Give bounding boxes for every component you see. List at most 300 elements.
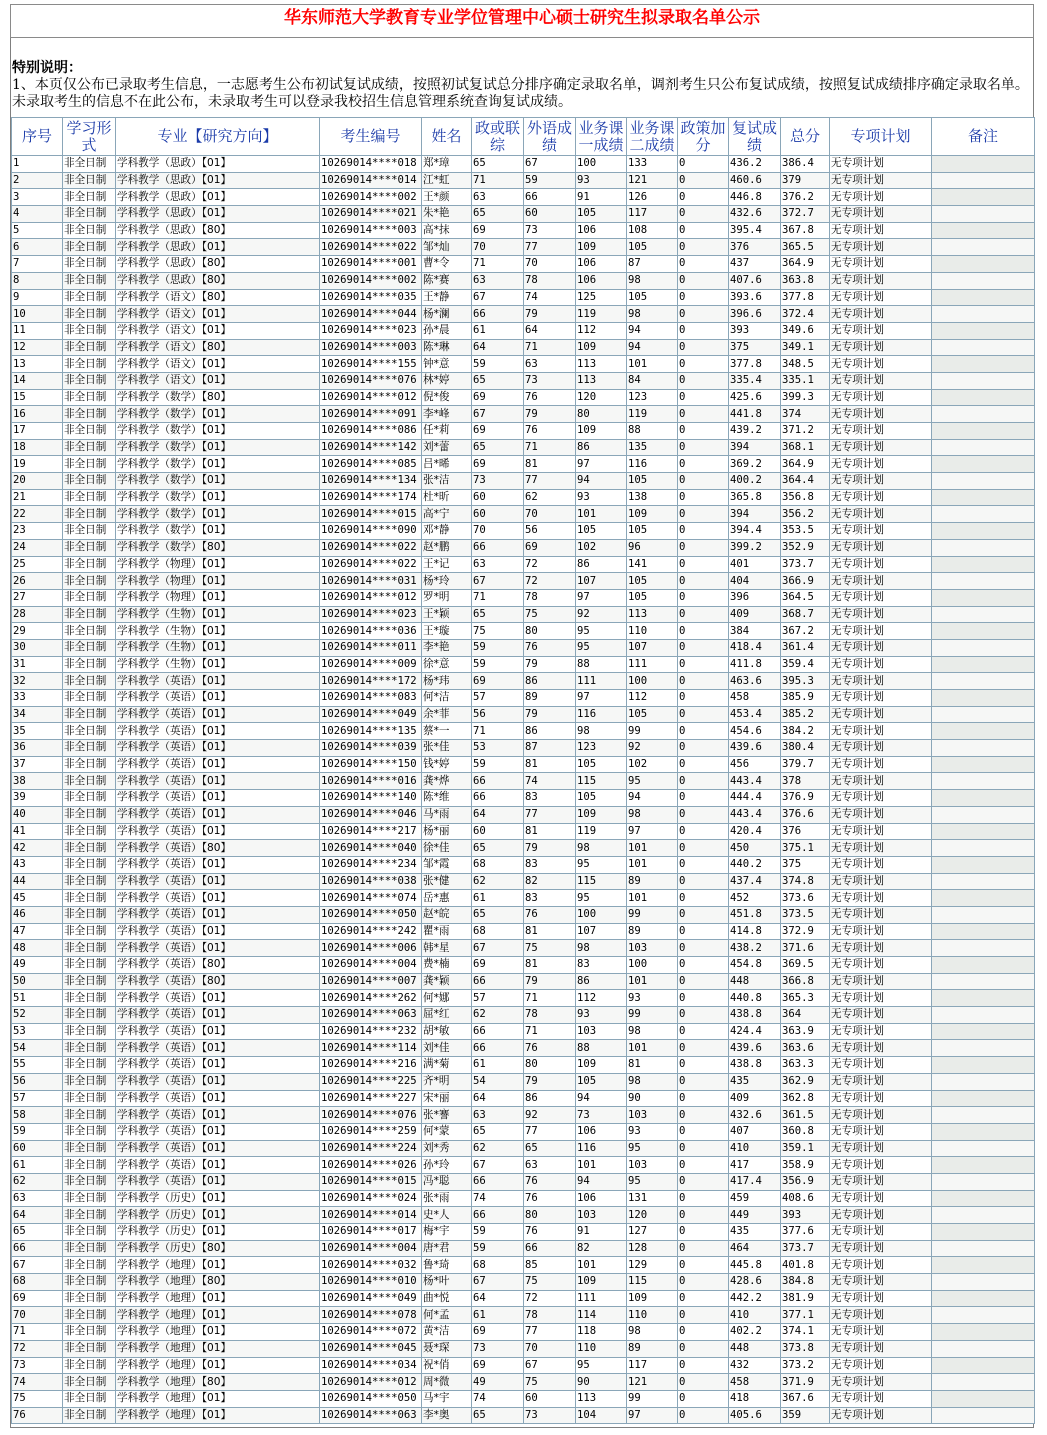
table-cell: 张*洁 <box>422 473 472 490</box>
table-cell: 79 <box>524 656 576 673</box>
table-cell: 学科教学（语文）【80】 <box>116 339 320 356</box>
table-cell: 105 <box>576 206 627 223</box>
table-cell: 无专项计划 <box>830 322 932 339</box>
table-cell: 学科教学（数学）【01】 <box>116 423 320 440</box>
remark-cell <box>932 773 1035 790</box>
table-cell: 364.5 <box>781 589 830 606</box>
table-cell: 102 <box>627 756 678 773</box>
table-cell: 335.4 <box>729 372 781 389</box>
table-cell: 101 <box>627 890 678 907</box>
table-cell: 74 <box>524 289 576 306</box>
table-cell: 64 <box>472 1090 524 1107</box>
table-cell: 109 <box>576 1057 627 1074</box>
table-cell: 杨*丽 <box>422 823 472 840</box>
table-cell: 学科教学（数学）【01】 <box>116 473 320 490</box>
table-cell: 71 <box>472 172 524 189</box>
table-cell: 454.8 <box>729 957 781 974</box>
table-cell: 65 <box>472 1407 524 1424</box>
table-cell: 非全日制 <box>63 973 116 990</box>
table-cell: 0 <box>678 573 729 590</box>
table-cell: 348.5 <box>781 356 830 373</box>
table-row <box>12 156 1035 173</box>
remark-cell <box>932 473 1035 490</box>
table-row <box>12 690 1035 707</box>
table-cell: 98 <box>627 1023 678 1040</box>
table-cell: 79 <box>524 306 576 323</box>
table-cell: 400.2 <box>729 473 781 490</box>
table-cell: 51 <box>12 990 63 1007</box>
table-cell: 75 <box>524 1374 576 1391</box>
table-cell: 60 <box>524 1390 576 1407</box>
table-cell: 唐*君 <box>422 1240 472 1257</box>
table-cell: 何*孟 <box>422 1307 472 1324</box>
table-row <box>12 1307 1035 1324</box>
table-cell: 0 <box>678 1107 729 1124</box>
col-header: 总分 <box>781 118 830 156</box>
table-cell: 98 <box>627 1073 678 1090</box>
table-cell: 59 <box>472 356 524 373</box>
table-cell: 学科教学（历史）【01】 <box>116 1224 320 1241</box>
table-row <box>12 656 1035 673</box>
table-cell: 437 <box>729 256 781 273</box>
table-cell: 117 <box>627 1357 678 1374</box>
table-cell: 无专项计划 <box>830 606 932 623</box>
table-cell: 105 <box>627 573 678 590</box>
table-cell: 72 <box>524 573 576 590</box>
table-cell: 380.4 <box>781 740 830 757</box>
table-cell: 367.2 <box>781 623 830 640</box>
table-cell: 376.6 <box>781 806 830 823</box>
table-cell: 64 <box>472 806 524 823</box>
table-cell: 71 <box>524 1023 576 1040</box>
table-cell: 77 <box>524 473 576 490</box>
table-cell: 无专项计划 <box>830 973 932 990</box>
table-cell: 学科教学（语文）【80】 <box>116 289 320 306</box>
remark-cell <box>932 1073 1035 1090</box>
table-cell: 14 <box>12 372 63 389</box>
table-cell: 张*健 <box>422 873 472 890</box>
table-cell: 15 <box>12 389 63 406</box>
col-header: 政或联综 <box>472 118 524 156</box>
table-cell: 聂*琛 <box>422 1340 472 1357</box>
table-cell: 113 <box>627 606 678 623</box>
table-row <box>12 1340 1035 1357</box>
table-cell: 0 <box>678 840 729 857</box>
table-cell: 375.1 <box>781 840 830 857</box>
table-cell: 113 <box>576 372 627 389</box>
table-row <box>12 406 1035 423</box>
table-cell: 何*蒙 <box>422 1123 472 1140</box>
table-cell: 82 <box>524 873 576 890</box>
table-cell: 0 <box>678 890 729 907</box>
table-cell: 105 <box>627 473 678 490</box>
table-cell: 104 <box>576 1407 627 1424</box>
table-row <box>12 1173 1035 1190</box>
table-row <box>12 1157 1035 1174</box>
table-cell: 79 <box>524 706 576 723</box>
table-cell: 鲁*琦 <box>422 1257 472 1274</box>
table-cell: 63 <box>12 1190 63 1207</box>
table-cell: 377.1 <box>781 1307 830 1324</box>
table-cell: 10269014****049 <box>320 1290 422 1307</box>
table-cell: 学科教学（地理）【01】 <box>116 1290 320 1307</box>
col-header: 备注 <box>932 118 1035 156</box>
table-cell: 378 <box>781 773 830 790</box>
table-cell: 学科教学（英语）【01】 <box>116 790 320 807</box>
table-cell: 432 <box>729 1357 781 1374</box>
table-cell: 454.6 <box>729 723 781 740</box>
table-cell: 学科教学（英语）【01】 <box>116 1090 320 1107</box>
table-cell: 365.8 <box>729 489 781 506</box>
table-cell: 非全日制 <box>63 1240 116 1257</box>
table-cell: 10269014****074 <box>320 890 422 907</box>
table-cell: 学科教学（语文）【01】 <box>116 322 320 339</box>
table-row <box>12 506 1035 523</box>
table-cell: 450 <box>729 840 781 857</box>
table-cell: 0 <box>678 823 729 840</box>
table-cell: 无专项计划 <box>830 957 932 974</box>
table-cell: 123 <box>627 389 678 406</box>
table-cell: 68 <box>472 923 524 940</box>
table-cell: 0 <box>678 256 729 273</box>
table-cell: 陈*赛 <box>422 272 472 289</box>
table-cell: 69 <box>472 957 524 974</box>
table-cell: 83 <box>524 890 576 907</box>
table-row <box>12 372 1035 389</box>
remark-cell <box>932 539 1035 556</box>
table-cell: 435 <box>729 1073 781 1090</box>
table-cell: 376.9 <box>781 790 830 807</box>
table-cell: 10269014****012 <box>320 1374 422 1391</box>
table-cell: 10269014****014 <box>320 172 422 189</box>
table-cell: 学科教学（数学）【80】 <box>116 539 320 556</box>
table-cell: 无专项计划 <box>830 1073 932 1090</box>
table-cell: 91 <box>576 1224 627 1241</box>
table-cell: 93 <box>576 489 627 506</box>
table-cell: 无专项计划 <box>830 1357 932 1374</box>
table-cell: 54 <box>472 1073 524 1090</box>
table-cell: 0 <box>678 1123 729 1140</box>
col-header: 政策加分 <box>678 118 729 156</box>
table-cell: 孙*晨 <box>422 322 472 339</box>
table-cell: 129 <box>627 1257 678 1274</box>
table-row <box>12 573 1035 590</box>
table-row <box>12 1274 1035 1291</box>
table-cell: 10269014****150 <box>320 756 422 773</box>
table-cell: 10269014****155 <box>320 356 422 373</box>
table-cell: 109 <box>627 1290 678 1307</box>
table-cell: 10269014****022 <box>320 539 422 556</box>
table-cell: 81 <box>524 823 576 840</box>
table-cell: 黄*洁 <box>422 1324 472 1341</box>
table-cell: 0 <box>678 523 729 540</box>
table-cell: 99 <box>627 1390 678 1407</box>
table-cell: 10269014****012 <box>320 389 422 406</box>
remark-cell <box>932 423 1035 440</box>
table-cell: 67 <box>472 573 524 590</box>
table-row <box>12 1324 1035 1341</box>
table-cell: 119 <box>576 306 627 323</box>
table-cell: 无专项计划 <box>830 1257 932 1274</box>
table-cell: 10269014****242 <box>320 923 422 940</box>
table-cell: 0 <box>678 606 729 623</box>
table-row <box>12 206 1035 223</box>
table-cell: 86 <box>576 973 627 990</box>
table-cell: 109 <box>627 506 678 523</box>
table-cell: 100 <box>627 957 678 974</box>
table-cell: 非全日制 <box>63 723 116 740</box>
table-cell: 409 <box>729 1090 781 1107</box>
table-cell: 69 <box>472 423 524 440</box>
table-cell: 385.2 <box>781 706 830 723</box>
remark-cell <box>932 656 1035 673</box>
table-cell: 高*宁 <box>422 506 472 523</box>
table-cell: 学科教学（地理）【01】 <box>116 1324 320 1341</box>
table-cell: 133 <box>627 156 678 173</box>
table-cell: 65 <box>472 156 524 173</box>
table-cell: 90 <box>576 1374 627 1391</box>
table-cell: 10 <box>12 306 63 323</box>
table-cell: 35 <box>12 723 63 740</box>
remark-cell <box>932 389 1035 406</box>
table-cell: 非全日制 <box>63 456 116 473</box>
table-cell: 379 <box>781 172 830 189</box>
table-cell: 非全日制 <box>63 423 116 440</box>
table-cell: 0 <box>678 923 729 940</box>
table-cell: 373.6 <box>781 890 830 907</box>
table-cell: 非全日制 <box>63 1207 116 1224</box>
table-cell: 126 <box>627 189 678 206</box>
admission-table <box>11 117 1035 1424</box>
table-cell: 116 <box>627 456 678 473</box>
table-cell: 10269014****004 <box>320 1240 422 1257</box>
table-cell: 何*娜 <box>422 990 472 1007</box>
table-cell: 401 <box>729 556 781 573</box>
table-cell: 10269014****018 <box>320 156 422 173</box>
remark-cell <box>932 1157 1035 1174</box>
table-cell: 411.8 <box>729 656 781 673</box>
table-cell: 无专项计划 <box>830 1007 932 1024</box>
table-cell: 学科教学（英语）【01】 <box>116 1040 320 1057</box>
table-cell: 85 <box>524 1257 576 1274</box>
remark-cell <box>932 1107 1035 1124</box>
table-cell: 76 <box>524 389 576 406</box>
table-cell: 364.9 <box>781 456 830 473</box>
table-row <box>12 706 1035 723</box>
table-cell: 王*颜 <box>422 189 472 206</box>
table-cell: 0 <box>678 406 729 423</box>
table-cell: 56 <box>524 523 576 540</box>
table-cell: 学科教学（数学）【01】 <box>116 489 320 506</box>
table-cell: 学科教学（英语）【01】 <box>116 706 320 723</box>
table-body <box>12 156 1035 1424</box>
table-cell: 10269014****091 <box>320 406 422 423</box>
table-cell: 王*记 <box>422 556 472 573</box>
table-cell: 非全日制 <box>63 506 116 523</box>
table-cell: 402.2 <box>729 1324 781 1341</box>
remark-cell <box>932 756 1035 773</box>
table-row <box>12 906 1035 923</box>
table-cell: 361.5 <box>781 1107 830 1124</box>
col-header: 学习形式 <box>63 118 116 156</box>
table-row <box>12 189 1035 206</box>
remark-cell <box>932 906 1035 923</box>
remark-cell <box>932 1023 1035 1040</box>
table-cell: 110 <box>627 623 678 640</box>
table-cell: 学科教学（物理）【01】 <box>116 556 320 573</box>
table-cell: 非全日制 <box>63 1307 116 1324</box>
table-cell: 97 <box>627 823 678 840</box>
table-cell: 学科教学（英语）【01】 <box>116 990 320 1007</box>
table-cell: 66 <box>472 773 524 790</box>
table-cell: 10269014****023 <box>320 606 422 623</box>
table-cell: 95 <box>576 856 627 873</box>
table-cell: 103 <box>627 1157 678 1174</box>
table-cell: 11 <box>12 322 63 339</box>
table-cell: 439.2 <box>729 423 781 440</box>
table-cell: 无专项计划 <box>830 506 932 523</box>
table-cell: 无专项计划 <box>830 489 932 506</box>
table-cell: 学科教学（英语）【01】 <box>116 1073 320 1090</box>
table-cell: 无专项计划 <box>830 272 932 289</box>
table-row <box>12 606 1035 623</box>
table-cell: 非全日制 <box>63 957 116 974</box>
table-cell: 88 <box>627 423 678 440</box>
table-cell: 97 <box>576 456 627 473</box>
table-cell: 67 <box>472 289 524 306</box>
table-cell: 48 <box>12 940 63 957</box>
table-cell: 无专项计划 <box>830 239 932 256</box>
table-cell: 417 <box>729 1157 781 1174</box>
table-cell: 0 <box>678 439 729 456</box>
table-cell: 2 <box>12 172 63 189</box>
remark-cell <box>932 639 1035 656</box>
table-cell: 106 <box>576 1123 627 1140</box>
table-cell: 10269014****234 <box>320 856 422 873</box>
remark-cell <box>932 973 1035 990</box>
remark-cell <box>932 372 1035 389</box>
table-cell: 1 <box>12 156 63 173</box>
table-cell: 109 <box>576 423 627 440</box>
table-cell: 89 <box>627 923 678 940</box>
table-cell: 377.8 <box>729 356 781 373</box>
table-cell: 赵*鹏 <box>422 539 472 556</box>
table-cell: 非全日制 <box>63 356 116 373</box>
table-cell: 无专项计划 <box>830 806 932 823</box>
table-cell: 68 <box>472 1257 524 1274</box>
table-cell: 无专项计划 <box>830 456 932 473</box>
table-cell: 学科教学（思政）【01】 <box>116 189 320 206</box>
table-cell: 63 <box>472 556 524 573</box>
table-cell: 非全日制 <box>63 656 116 673</box>
table-cell: 学科教学（地理）【80】 <box>116 1274 320 1291</box>
table-cell: 赵*皖 <box>422 906 472 923</box>
table-cell: 学科教学（英语）【01】 <box>116 690 320 707</box>
table-cell: 81 <box>524 957 576 974</box>
table-cell: 91 <box>576 189 627 206</box>
table-cell: 10269014****004 <box>320 957 422 974</box>
table-cell: 371.2 <box>781 423 830 440</box>
table-cell: 非全日制 <box>63 923 116 940</box>
table-cell: 425.6 <box>729 389 781 406</box>
table-cell: 28 <box>12 606 63 623</box>
table-cell: 420.4 <box>729 823 781 840</box>
table-cell: 0 <box>678 1307 729 1324</box>
table-cell: 无专项计划 <box>830 940 932 957</box>
table-cell: 无专项计划 <box>830 723 932 740</box>
table-cell: 无专项计划 <box>830 1023 932 1040</box>
table-cell: 学科教学（英语）【80】 <box>116 957 320 974</box>
remark-cell <box>932 1057 1035 1074</box>
table-cell: 无专项计划 <box>830 473 932 490</box>
table-row <box>12 856 1035 873</box>
table-cell: 399.2 <box>729 539 781 556</box>
table-cell: 10269014****014 <box>320 1207 422 1224</box>
table-cell: 0 <box>678 639 729 656</box>
table-cell: 359.4 <box>781 656 830 673</box>
table-cell: 71 <box>472 256 524 273</box>
table-cell: 非全日制 <box>63 289 116 306</box>
table-row <box>12 773 1035 790</box>
table-cell: 非全日制 <box>63 806 116 823</box>
table-cell: 373.7 <box>781 1240 830 1257</box>
table-row <box>12 556 1035 573</box>
table-cell: 王*璇 <box>422 623 472 640</box>
table-row <box>12 222 1035 239</box>
table-cell: 0 <box>678 389 729 406</box>
table-cell: 无专项计划 <box>830 556 932 573</box>
table-cell: 杜*昕 <box>422 489 472 506</box>
table-cell: 101 <box>576 1157 627 1174</box>
table-cell: 非全日制 <box>63 389 116 406</box>
table-cell: 368.1 <box>781 439 830 456</box>
table-cell: 10269014****232 <box>320 1023 422 1040</box>
table-cell: 70 <box>472 523 524 540</box>
table-cell: 10269014****021 <box>320 206 422 223</box>
table-cell: 110 <box>576 1340 627 1357</box>
table-cell: 353.5 <box>781 523 830 540</box>
table-cell: 369.2 <box>729 456 781 473</box>
table-cell: 学科教学（思政）【01】 <box>116 206 320 223</box>
table-row <box>12 806 1035 823</box>
remark-cell <box>932 940 1035 957</box>
table-cell: 0 <box>678 156 729 173</box>
table-cell: 57 <box>472 690 524 707</box>
table-cell: 65 <box>472 206 524 223</box>
table-cell: 无专项计划 <box>830 1224 932 1241</box>
table-row <box>12 740 1035 757</box>
table-cell: 75 <box>12 1390 63 1407</box>
table-cell: 无专项计划 <box>830 439 932 456</box>
table-cell: 非全日制 <box>63 906 116 923</box>
table-cell: 101 <box>627 1040 678 1057</box>
table-cell: 101 <box>627 856 678 873</box>
table-cell: 林*婷 <box>422 372 472 389</box>
table-cell: 53 <box>472 740 524 757</box>
table-cell: 0 <box>678 289 729 306</box>
table-cell: 65 <box>12 1224 63 1241</box>
table-cell: 76 <box>524 1173 576 1190</box>
table-cell: 倪*俊 <box>422 389 472 406</box>
table-cell: 非全日制 <box>63 873 116 890</box>
table-cell: 119 <box>576 823 627 840</box>
table-cell: 非全日制 <box>63 1173 116 1190</box>
table-cell: 龚*烨 <box>422 773 472 790</box>
table-cell: 70 <box>524 506 576 523</box>
table-cell: 45 <box>12 890 63 907</box>
table-row <box>12 1257 1035 1274</box>
table-cell: 368.7 <box>781 606 830 623</box>
